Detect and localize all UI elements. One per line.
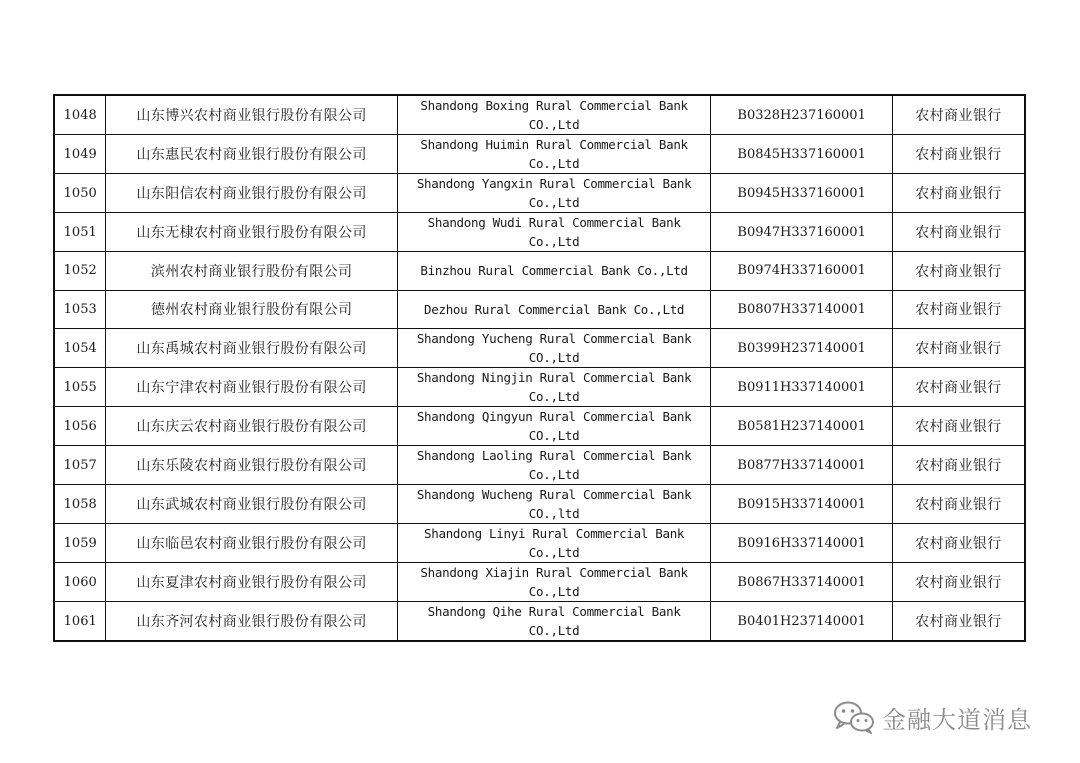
table-row [54,213,1025,252]
table-row [54,368,1025,407]
english-name-line-1: Dezhou Rural Commercial Bank Co.,Ltd [424,301,685,317]
institution-type-cell: 农村商业银行 [892,485,1025,524]
institution-type-cell: 农村商业银行 [892,446,1025,485]
institution-code-cell: B0947H337160001 [711,213,892,252]
english-name-cell [397,213,711,252]
english-name-line-2: CO.,Ltd [528,428,580,443]
chinese-name-cell: 山东夏津农村商业银行股份有限公司 [106,563,397,602]
table-row [54,446,1025,485]
institution-type-cell: 农村商业银行 [892,252,1025,291]
english-name-line-1: Shandong Wudi Rural Commercial Bank [427,215,681,230]
institution-code-cell: B0911H337140001 [711,368,892,407]
row-number-cell: 1051 [54,213,106,252]
english-name-line-1: Shandong Boxing Rural Commercial Bank [420,98,688,113]
table-row [54,563,1025,602]
english-name-line-2: CO.,ltd [528,506,580,521]
english-name-line-2: Co.,Ltd [528,389,580,404]
institution-code-cell: B0399H237140001 [711,329,892,368]
row-number-cell: 1049 [54,135,106,174]
institution-type-cell: 农村商业银行 [892,290,1025,329]
english-name-line-1: Shandong Huimin Rural Commercial Bank [420,137,688,152]
institution-code-cell: B0807H337140001 [711,290,892,329]
english-name-line-1: Binzhou Rural Commercial Bank Co.,Ltd [420,263,688,279]
english-name-cell [397,252,711,291]
institution-type-cell: 农村商业银行 [892,135,1025,174]
english-name-line-2: Co.,Ltd [528,584,580,599]
english-name-line-1: Shandong Yucheng Rural Commercial Bank [416,331,692,346]
english-name-line-2: Co.,Ltd [528,195,580,210]
table-row [54,407,1025,446]
table-body [54,95,1025,641]
english-name-line-2: CO.,Ltd [528,623,580,638]
table-row [54,485,1025,524]
english-name-line-2: CO.,Ltd [528,350,580,365]
english-name-line-1: Shandong Ningjin Rural Commercial Bank [416,370,692,385]
row-number-cell: 1058 [54,485,106,524]
institution-code-cell: B0867H337140001 [711,563,892,602]
english-name-cell [397,290,711,329]
chinese-name-cell: 山东齐河农村商业银行股份有限公司 [106,602,397,642]
institution-type-cell: 农村商业银行 [892,368,1025,407]
table-row [54,329,1025,368]
institution-type-cell: 农村商业银行 [892,213,1025,252]
chinese-name-cell: 山东禹城农村商业银行股份有限公司 [106,329,397,368]
institution-code-cell: B0328H237160001 [711,95,892,135]
bank-registry-table [53,94,1026,642]
english-name-line-2: Co.,Ltd [528,545,580,560]
chinese-name-cell: 山东乐陵农村商业银行股份有限公司 [106,446,397,485]
institution-code-cell: B0877H337140001 [711,446,892,485]
row-number-cell: 1060 [54,563,106,602]
institution-type-cell: 农村商业银行 [892,95,1025,135]
english-name-line-1: Shandong Linyi Rural Commercial Bank [424,526,685,541]
english-name-cell [397,135,711,174]
english-name-line-1: Shandong Laoling Rural Commercial Bank [416,448,692,463]
english-name-cell [397,446,711,485]
row-number-cell: 1057 [54,446,106,485]
row-number-cell: 1050 [54,174,106,213]
institution-type-cell: 农村商业银行 [892,407,1025,446]
institution-code-cell: B0581H237140001 [711,407,892,446]
english-name-line-1: Shandong Qingyun Rural Commercial Bank [416,409,692,424]
english-name-line-2: Co.,Ltd [528,234,580,249]
chinese-name-cell: 山东武城农村商业银行股份有限公司 [106,485,397,524]
table-row [54,524,1025,563]
chinese-name-cell: 山东惠民农村商业银行股份有限公司 [106,135,397,174]
row-number-cell: 1061 [54,602,106,642]
english-name-cell [397,368,711,407]
row-number-cell: 1048 [54,95,106,135]
table-row [54,290,1025,329]
institution-code-cell: B0974H337160001 [711,252,892,291]
english-name-cell [397,329,711,368]
institution-code-cell: B0945H337160001 [711,174,892,213]
wechat-icon [832,699,876,735]
watermark [832,697,1032,737]
chinese-name-cell: 山东无棣农村商业银行股份有限公司 [106,213,397,252]
table-row [54,252,1025,291]
english-name-cell [397,95,711,135]
institution-type-cell: 农村商业银行 [892,174,1025,213]
chinese-name-cell: 滨州农村商业银行股份有限公司 [106,252,397,291]
english-name-line-1: Shandong Xiajin Rural Commercial Bank [420,565,688,580]
english-name-line-2: CO.,Ltd [528,117,580,132]
institution-code-cell: B0401H237140001 [711,602,892,642]
institution-type-cell: 农村商业银行 [892,329,1025,368]
watermark-text: 金融大道消息 [882,705,1032,734]
table-row [54,135,1025,174]
chinese-name-cell: 山东博兴农村商业银行股份有限公司 [106,95,397,135]
row-number-cell: 1052 [54,252,106,291]
english-name-cell [397,524,711,563]
english-name-cell [397,485,711,524]
table-row [54,174,1025,213]
english-name-line-2: Co.,Ltd [528,156,580,171]
english-name-cell [397,602,711,642]
chinese-name-cell: 山东庆云农村商业银行股份有限公司 [106,407,397,446]
chinese-name-cell: 山东宁津农村商业银行股份有限公司 [106,368,397,407]
english-name-line-1: Shandong Qihe Rural Commercial Bank [427,604,681,619]
english-name-cell [397,407,711,446]
row-number-cell: 1056 [54,407,106,446]
row-number-cell: 1054 [54,329,106,368]
chinese-name-cell: 山东阳信农村商业银行股份有限公司 [106,174,397,213]
english-name-line-1: Shandong Yangxin Rural Commercial Bank [416,176,692,191]
institution-type-cell: 农村商业银行 [892,524,1025,563]
institution-type-cell: 农村商业银行 [892,563,1025,602]
table-row [54,95,1025,135]
institution-type-cell: 农村商业银行 [892,602,1025,642]
english-name-cell [397,563,711,602]
row-number-cell: 1055 [54,368,106,407]
english-name-cell [397,174,711,213]
institution-code-cell: B0915H337140001 [711,485,892,524]
english-name-line-1: Shandong Wucheng Rural Commercial Bank [416,487,692,502]
chinese-name-cell: 德州农村商业银行股份有限公司 [106,290,397,329]
institution-code-cell: B0845H337160001 [711,135,892,174]
chinese-name-cell: 山东临邑农村商业银行股份有限公司 [106,524,397,563]
english-name-line-2: Co.,Ltd [528,467,580,482]
row-number-cell: 1059 [54,524,106,563]
table-row [54,602,1025,642]
institution-code-cell: B0916H337140001 [711,524,892,563]
row-number-cell: 1053 [54,290,106,329]
